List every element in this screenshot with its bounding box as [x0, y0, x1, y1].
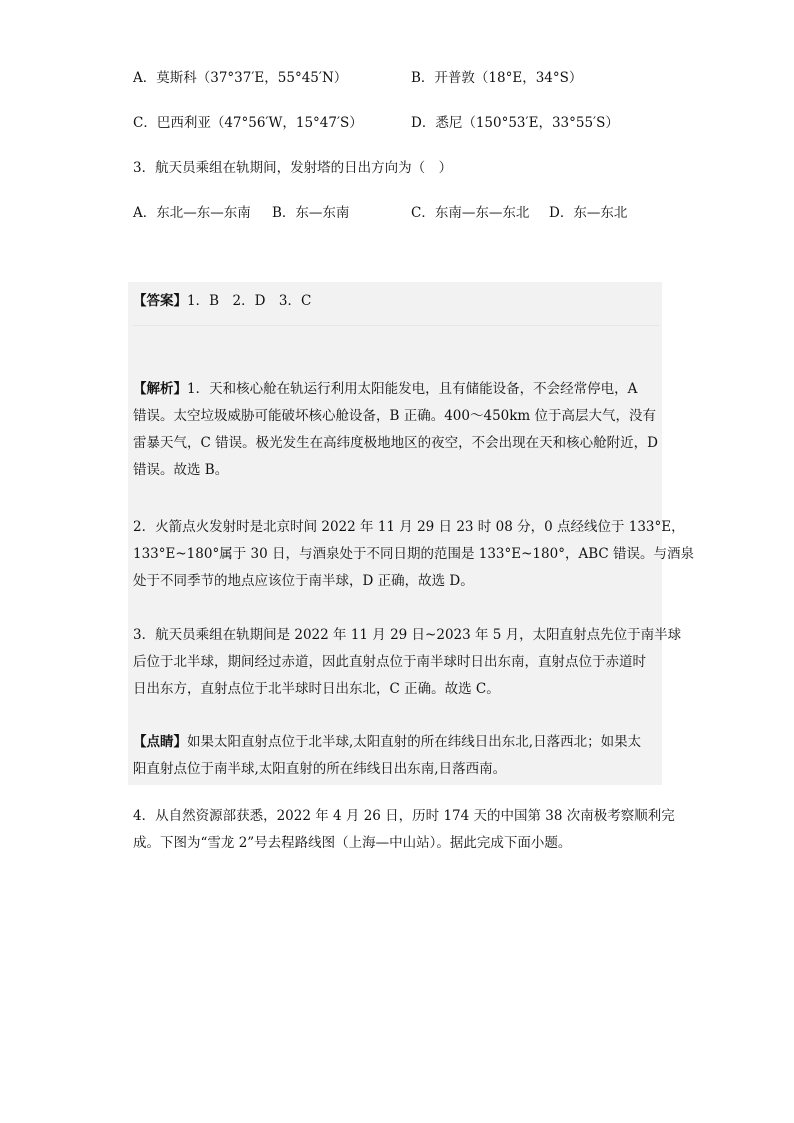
option-b-cape-town: B．开普敦（18°E，34°S）: [411, 70, 583, 86]
q4-line-1: 4．从自然资源部获悉，2022 年 4 月 26 日，历时 174 天的中国第 38 次南极考察顺利完: [133, 808, 675, 824]
q3-option-d: D．东—东北: [549, 205, 628, 221]
remark-line-1: 如果太阳直射点位于北半球,太阳直射的所在纬线日出东北,日落西北；如果太: [187, 734, 642, 750]
remark-tag: 【点睛】: [133, 734, 187, 750]
q3-option-b: B．东—东南: [272, 205, 350, 221]
q3-option-a: A．东北—东—东南: [133, 205, 251, 221]
analysis-p2-line-1: 2．火箭点火发射时是北京时间 2022 年 11 月 29 日 23 时 08 分，0 点经线位于 133°E，: [133, 519, 685, 535]
answer-divider: [133, 325, 659, 326]
remark-line-2: 阳直射点位于南半球,太阳直射的所在纬线日出东南,日落西南。: [133, 761, 507, 777]
analysis-p2-line-2: 133°E~180°属于 30 日，与酒泉处于不同日期的范围是 133°E~180°，ABC 错误。与酒泉: [133, 546, 694, 562]
answer-text: 1．B 2．D 3．C: [187, 293, 312, 309]
analysis-p3-line-3: 日出东方，直射点位于北半球时日出东北，C 正确。故选 C。: [133, 681, 500, 697]
answer-line: [133, 289, 311, 309]
analysis-p1-line-1: 1．天和核心舱在轨运行利用太阳能发电，且有储能设备，不会经常停电，A: [187, 381, 638, 397]
option-d-sydney: D．悉尼（150°53′E，33°55′S）: [411, 115, 619, 131]
analysis-paragraph-3: [133, 622, 682, 703]
analysis-tag: 【解析】: [133, 381, 187, 397]
q3-option-c: C．东南—东—东北: [411, 205, 530, 221]
q4-line-2: 成。下图为“雪龙 2”号去程路线图（上海—中山站）。据此完成下面小题。: [133, 835, 572, 851]
question-4-stem: [133, 803, 673, 857]
option-c-brasilia: C．巴西利亚（47°56′W，15°47′S）: [133, 115, 363, 131]
analysis-p2-line-3: 处于不同季节的地点应该位于南半球，D 正确，故选 D。: [133, 573, 474, 589]
analysis-p1-line-3: 雷暴天气，C 错误。极光发生在高纬度极地地区的夜空，不会出现在天和核心舱附近，D: [133, 435, 658, 451]
answer-tag: 【答案】: [133, 293, 187, 309]
remark-paragraph: [133, 729, 673, 783]
question-3-stem: 3．航天员乘组在轨期间，发射塔的日出方向为（ ）: [133, 160, 453, 176]
analysis-paragraph-2: [133, 514, 694, 595]
analysis-p3-line-2: 后位于北半球，期间经过赤道，因此直射点位于南半球时日出东南，直射点位于赤道时: [133, 654, 646, 670]
analysis-p3-line-1: 3．航天员乘组在轨期间是 2022 年 11 月 29 日~2023 年 5 月，太阳直射点先位于南半球: [133, 627, 682, 643]
analysis-p1-line-2: 错误。太空垃圾威胁可能破坏核心舱设备，B 正确。400～450km 位于高层大气，没有: [133, 408, 657, 424]
analysis-p1-line-4: 错误。故选 B。: [133, 462, 229, 478]
option-a-moscow: A．莫斯科（37°37′E，55°45′N）: [133, 70, 348, 86]
analysis-paragraph-1: [133, 376, 673, 484]
